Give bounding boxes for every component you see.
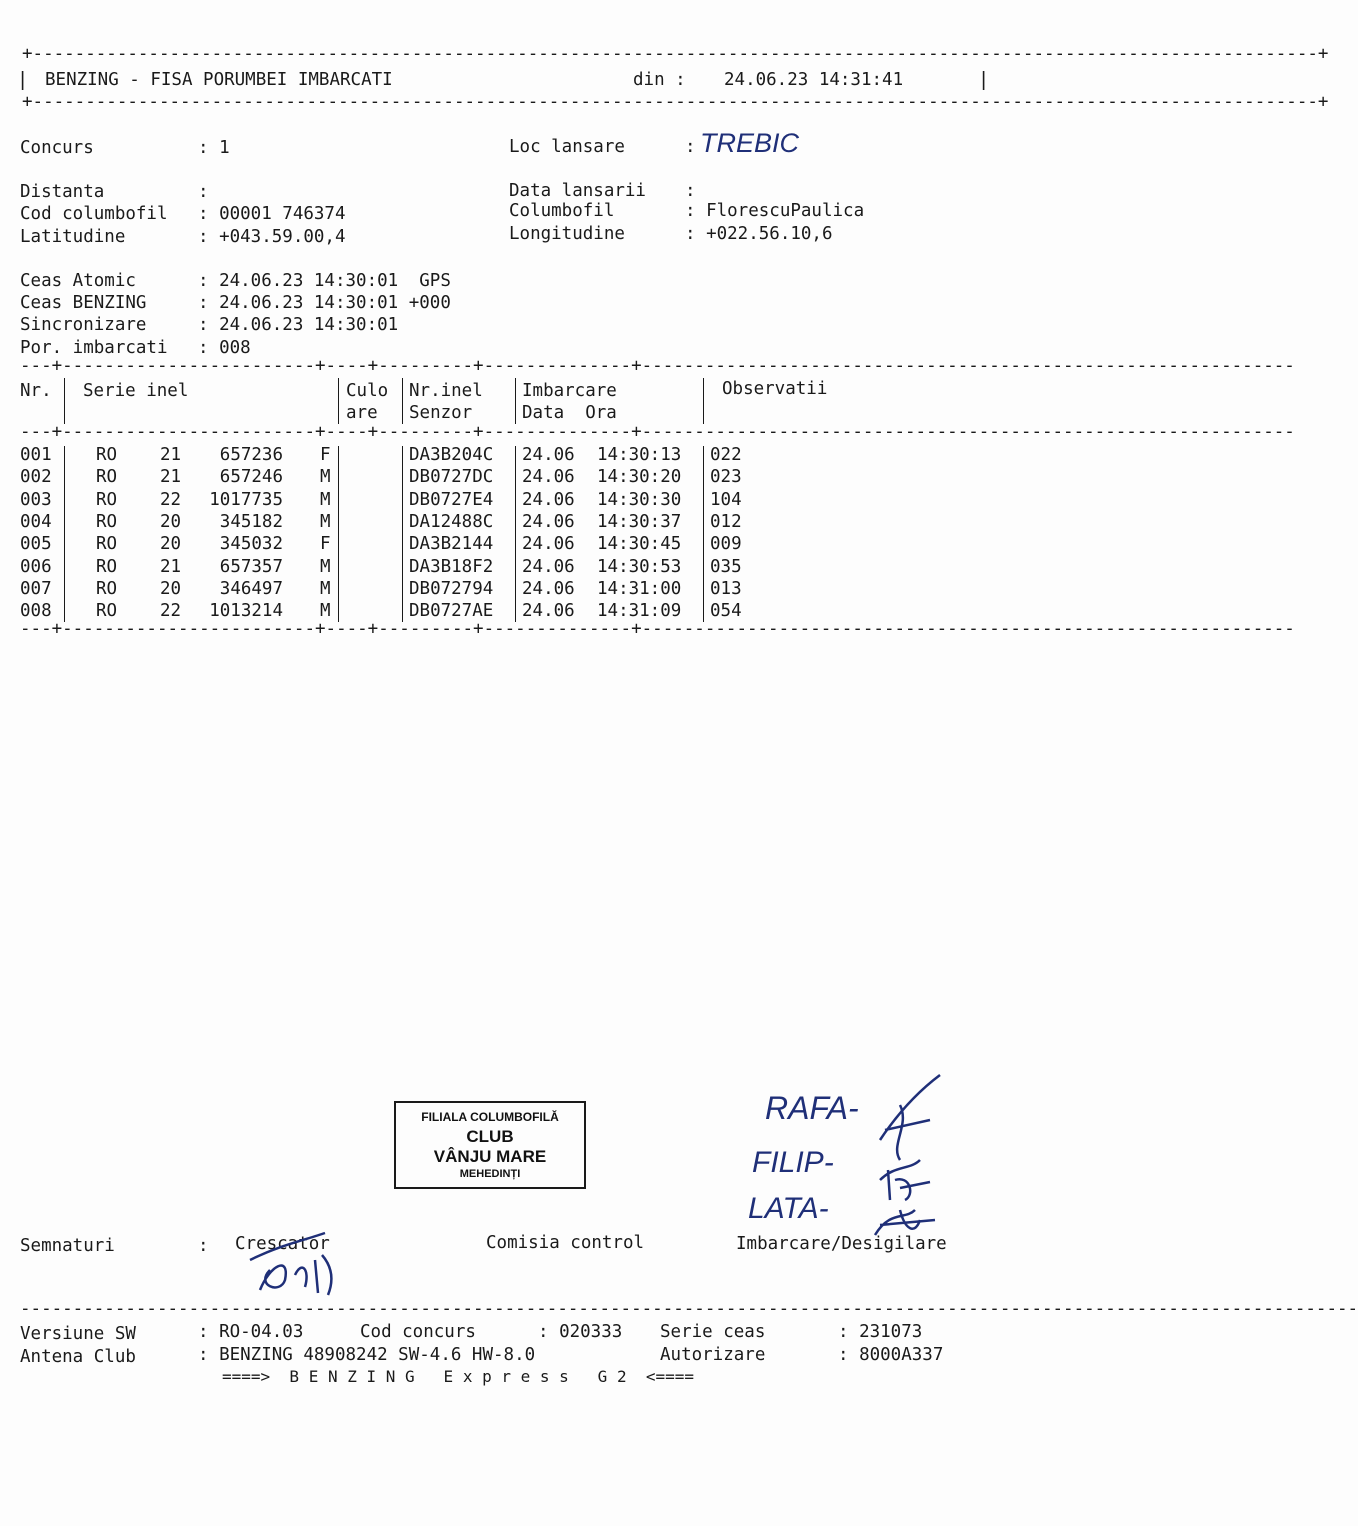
cell-sex: M xyxy=(320,467,331,488)
sincronizare-label: Sincronizare xyxy=(20,315,147,335)
th-are: are xyxy=(346,403,378,423)
cell-sex: F xyxy=(320,445,331,465)
cell-ora: 14:30:45 xyxy=(597,534,682,555)
versiune-sw-label: Versiune SW xyxy=(20,1324,136,1344)
col-divider-nr xyxy=(64,378,65,424)
cell-sex: M xyxy=(320,511,331,532)
ceas-atomic-label: Ceas Atomic xyxy=(20,271,136,291)
longitudine-label: Longitudine xyxy=(509,224,625,244)
imbarcare-desigilare-label: Imbarcare/Desigilare xyxy=(736,1234,947,1254)
cod-columbofil-value: : 00001 746374 xyxy=(198,204,346,224)
cell-sex: M xyxy=(320,578,331,599)
header-top-border: +--------------------------------------------------------------------------------------------------------------------------+ xyxy=(22,44,1329,64)
th-senzor: Senzor xyxy=(409,403,473,423)
columbofil-value: : FlorescuPaulica xyxy=(685,201,865,221)
th-nr-inel: Nr.inel xyxy=(409,381,483,401)
table-row xyxy=(0,556,1024,578)
ceas-atomic-value: : 24.06.23 14:30:01 GPS xyxy=(198,271,451,291)
sincronizare-value: : 24.06.23 14:30:01 xyxy=(198,315,399,335)
table-row xyxy=(0,533,1024,555)
cell-data: 24.06 xyxy=(522,445,575,465)
cell-nr: 004 xyxy=(20,511,52,532)
cell-an: 20 xyxy=(160,511,182,532)
cell-an: 20 xyxy=(160,534,182,555)
cell-senzor: DB0727AE xyxy=(409,601,494,622)
stamp-line-2: CLUB xyxy=(466,1127,514,1146)
cell-inel: 346497 xyxy=(219,578,283,599)
cell-an: 22 xyxy=(160,489,182,510)
cell-ora: 14:30:37 xyxy=(597,511,682,532)
cell-senzor: DA3B204C xyxy=(409,445,494,465)
th-observatii: Observatii xyxy=(722,379,828,399)
cell-tara: RO xyxy=(96,534,118,555)
table-row xyxy=(0,489,1024,511)
cell-obs: 009 xyxy=(710,534,742,555)
data-lansarii-label: Data lansarii xyxy=(509,181,646,201)
cell-obs: 012 xyxy=(710,511,742,532)
header-date-value: 24.06.23 14:31:41 xyxy=(724,70,904,90)
cell-sex: M xyxy=(320,489,331,510)
por-imbarcati-value: : 008 xyxy=(198,338,251,358)
table-row xyxy=(0,511,1024,533)
th-serie-inel: Serie inel xyxy=(83,381,189,401)
por-imbarcati-label: Por. imbarcati xyxy=(20,338,168,358)
cell-inel: 657246 xyxy=(219,467,283,488)
col-divider-culo xyxy=(402,378,403,424)
cell-inel: 657357 xyxy=(219,556,283,577)
th-culo: Culo xyxy=(346,381,389,401)
latitudine-value: : +043.59.00,4 xyxy=(198,227,346,247)
concurs-value: : 1 xyxy=(198,138,230,158)
cell-obs: 013 xyxy=(710,578,742,599)
cell-senzor: DA12488C xyxy=(409,511,494,532)
cell-data: 24.06 xyxy=(522,467,575,488)
cell-senzor: DB0727E4 xyxy=(409,489,494,510)
loc-lansare-handwritten-value: TREBIC xyxy=(700,128,800,158)
header-bottom-border: +--------------------------------------------------------------------------------------------------------------------------+ xyxy=(22,92,1329,112)
cell-tara: RO xyxy=(96,578,118,599)
columbofil-label: Columbofil xyxy=(509,201,615,221)
cell-ora: 14:31:09 xyxy=(597,601,682,622)
cell-obs: 023 xyxy=(710,467,742,488)
cell-ora: 14:31:00 xyxy=(597,578,682,599)
autorizare-value: : 8000A337 xyxy=(838,1345,944,1365)
table-row xyxy=(0,578,1024,600)
table-header-border: ---+------------------------+----+---------+--------------+-------------------------------------------------------------- xyxy=(20,422,1295,442)
cell-inel: 1017735 xyxy=(209,489,283,510)
th-data-ora: Data Ora xyxy=(522,403,617,423)
cell-obs: 035 xyxy=(710,556,742,577)
cell-data: 24.06 xyxy=(522,601,575,622)
cell-tara: RO xyxy=(96,601,118,622)
cell-obs: 104 xyxy=(710,489,742,510)
cell-nr: 008 xyxy=(20,601,52,622)
loc-lansare-label: Loc lansare xyxy=(509,137,625,157)
cell-data: 24.06 xyxy=(522,578,575,599)
cell-tara: RO xyxy=(96,489,118,510)
autorizare-label: Autorizare xyxy=(660,1345,766,1365)
cell-senzor: DB072794 xyxy=(409,578,494,599)
crescator-label: Crescator xyxy=(235,1234,330,1254)
col-divider-serie xyxy=(338,378,339,424)
antena-club-value: : BENZING 48908242 SW-4.6 HW-8.0 xyxy=(198,1345,536,1365)
cell-nr: 003 xyxy=(20,489,52,510)
cell-nr: 002 xyxy=(20,467,52,488)
body-divider-imbarcare xyxy=(703,446,704,622)
cell-nr: 007 xyxy=(20,578,52,599)
cell-sex: F xyxy=(320,534,331,555)
initials-scribbles xyxy=(860,1070,960,1240)
cell-obs: 022 xyxy=(710,445,742,465)
table-top-border: ---+------------------------+----+---------+--------------+-------------------------------------------------------------- xyxy=(20,356,1295,376)
cell-inel: 657236 xyxy=(219,445,283,465)
longitudine-value: : +022.56.10,6 xyxy=(685,224,833,244)
comisia-control-label: Comisia control xyxy=(486,1233,645,1253)
col-divider-senzor xyxy=(515,378,516,424)
distanta-label: Distanta xyxy=(20,182,105,202)
cell-senzor: DA3B2144 xyxy=(409,534,494,555)
cell-ora: 14:30:13 xyxy=(597,445,682,465)
antena-club-label: Antena Club xyxy=(20,1347,136,1367)
cell-an: 21 xyxy=(160,467,182,488)
versiune-sw-value: : RO-04.03 xyxy=(198,1322,304,1342)
cell-tara: RO xyxy=(96,467,118,488)
cell-obs: 054 xyxy=(710,601,742,622)
cell-nr: 006 xyxy=(20,556,52,577)
crescator-signature xyxy=(240,1225,350,1300)
table-bottom-border: ---+------------------------+----+---------+--------------+-------------------------------------------------------------- xyxy=(20,619,1295,639)
handwritten-name-3: LATA- xyxy=(748,1192,829,1225)
cell-senzor: DA3B18F2 xyxy=(409,556,494,577)
distanta-value: : xyxy=(198,182,209,202)
data-lansarii-value: : xyxy=(685,181,696,201)
cell-nr: 005 xyxy=(20,534,52,555)
cell-ora: 14:30:20 xyxy=(597,467,682,488)
cod-concurs-value: : 020333 xyxy=(538,1322,623,1342)
cell-data: 24.06 xyxy=(522,556,575,577)
cell-ora: 14:30:30 xyxy=(597,489,682,510)
cell-tara: RO xyxy=(96,511,118,532)
serie-ceas-value: : 231073 xyxy=(838,1322,923,1342)
col-divider-imbarcare xyxy=(703,378,704,424)
benzing-express-banner: ====> B E N Z I N G E x p r e s s G 2 <==== xyxy=(222,1367,695,1386)
body-divider-nr xyxy=(64,446,65,622)
latitudine-label: Latitudine xyxy=(20,227,126,247)
cell-data: 24.06 xyxy=(522,489,575,510)
cell-data: 24.06 xyxy=(522,534,575,555)
cell-nr: 001 xyxy=(20,445,52,465)
table-row xyxy=(0,466,1024,488)
cell-tara: RO xyxy=(96,445,118,465)
cell-an: 22 xyxy=(160,601,182,622)
cell-inel: 345032 xyxy=(219,534,283,555)
ceas-benzing-label: Ceas BENZING xyxy=(20,293,147,313)
cell-inel: 1013214 xyxy=(209,601,283,622)
header-date-label: din : xyxy=(633,70,686,90)
cell-senzor: DB0727DC xyxy=(409,467,494,488)
cell-an: 20 xyxy=(160,578,182,599)
cod-columbofil-label: Cod columbofil xyxy=(20,204,168,224)
handwritten-name-2: FILIP- xyxy=(752,1146,834,1179)
stamp-line-3: VÂNJU MARE xyxy=(433,1147,547,1166)
table-row xyxy=(0,444,1024,466)
th-nr: Nr. xyxy=(20,381,52,401)
stamp-line-4: MEHEDINȚI xyxy=(459,1168,521,1180)
serie-ceas-label: Serie ceas xyxy=(660,1322,766,1342)
th-imbarcare: Imbarcare xyxy=(522,381,617,401)
cell-data: 24.06 xyxy=(522,511,575,532)
footer-top-border: ------------------------------------------------------------------------------------------------------------------------------- xyxy=(20,1299,1358,1319)
cell-inel: 345182 xyxy=(219,511,283,532)
loc-lansare-colon: : xyxy=(685,137,696,157)
concurs-label: Concurs xyxy=(20,138,94,158)
body-divider-senzor xyxy=(515,446,516,622)
cell-an: 21 xyxy=(160,445,182,465)
stamp-line-1: FILIALA COLUMBOFILĂ xyxy=(421,1110,559,1124)
body-divider-serie xyxy=(338,446,339,622)
body-divider-culo xyxy=(402,446,403,622)
header-title: BENZING - FISA PORUMBEI IMBARCATI xyxy=(45,70,393,90)
cell-sex: M xyxy=(320,601,331,622)
header-right-bar: | xyxy=(981,69,987,91)
cell-sex: M xyxy=(320,556,331,577)
club-stamp xyxy=(394,1101,586,1189)
cell-an: 21 xyxy=(160,556,182,577)
ceas-benzing-value: : 24.06.23 14:30:01 +000 xyxy=(198,293,451,313)
semnaturi-label: Semnaturi xyxy=(20,1236,115,1256)
cell-tara: RO xyxy=(96,556,118,577)
cell-ora: 14:30:53 xyxy=(597,556,682,577)
semnaturi-colon: : xyxy=(198,1236,209,1256)
header-left-bar: | xyxy=(20,69,26,91)
cod-concurs-label: Cod concurs xyxy=(360,1322,476,1342)
handwritten-name-1: RAFA- xyxy=(765,1090,859,1126)
